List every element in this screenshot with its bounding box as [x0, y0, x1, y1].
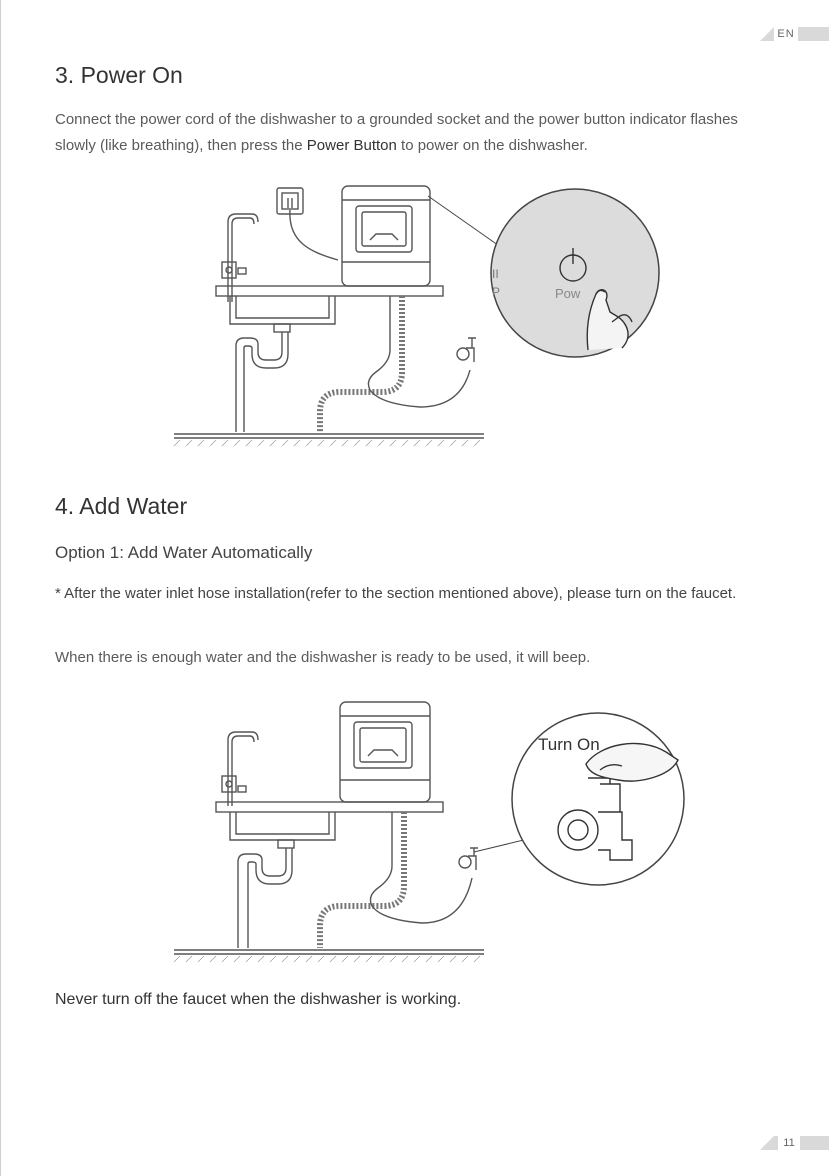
turn-on-label: Turn On [538, 735, 600, 754]
power-on-illustration [170, 182, 670, 447]
beep-info: When there is enough water and the dishwasher is ready to be used, it will beep. [55, 649, 591, 666]
left-label-partial-2: P [492, 285, 501, 299]
faucet-warning: Never turn off the faucet when the dishwasher is working. [55, 991, 462, 1008]
language-label: EN [774, 27, 798, 41]
section-3-text-before: Connect the power cord of the dishwasher to a grounded socket and the power button indicator flashes slowly (like breathing), then press the [55, 111, 738, 154]
option-1-title: Option 1: Add Water Automatically [55, 543, 313, 562]
page-number: 11 [778, 1136, 800, 1150]
section-3-paragraph [55, 107, 775, 159]
page-edge-rule [0, 0, 1, 1176]
power-button-emphasis: Power Button [306, 137, 397, 154]
add-water-illustration [170, 700, 690, 962]
power-label-partial: Pow [555, 286, 581, 301]
language-tab [760, 27, 829, 41]
installation-note: * After the water inlet hose installation(refer to the section mentioned above), please turn on the faucet. [55, 585, 737, 602]
left-label-partial-1: II [492, 267, 499, 281]
section-4-title: 4. Add Water [55, 493, 188, 519]
section-3-title: 3. Power On [55, 62, 183, 88]
section-3-text-after: to power on the dishwasher. [396, 137, 588, 154]
page-number-tab [760, 1136, 829, 1150]
